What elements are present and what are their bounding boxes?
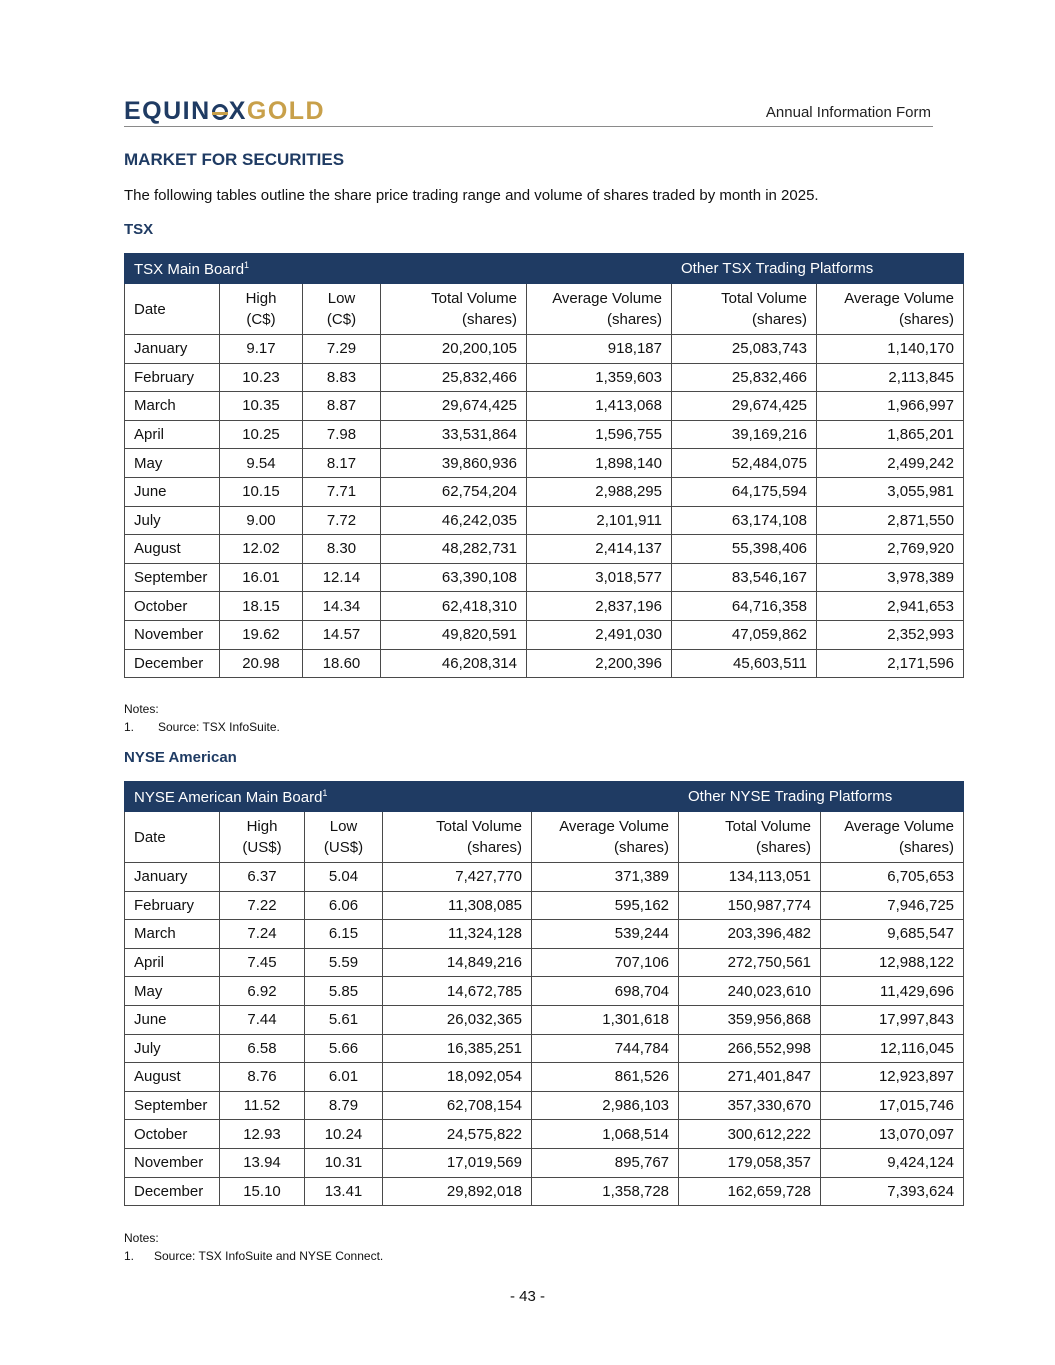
nyse-column-header: Average Volume (shares) xyxy=(821,812,964,863)
table-cell: 2,769,920 xyxy=(817,535,964,564)
tsx-column-header: Low (C$) xyxy=(303,284,381,335)
table-row xyxy=(125,1005,964,1034)
table-cell: 2,837,196 xyxy=(527,592,672,621)
table-cell: 6.01 xyxy=(305,1063,383,1092)
table-cell: February xyxy=(125,363,220,392)
table-cell: 12.93 xyxy=(220,1120,305,1149)
table-cell: 12.14 xyxy=(303,563,381,592)
table-cell: 29,674,425 xyxy=(672,392,817,421)
table-cell: 698,704 xyxy=(532,977,679,1006)
table-cell: 47,059,862 xyxy=(672,620,817,649)
table-cell: 7.24 xyxy=(220,920,305,949)
table-cell: 359,956,868 xyxy=(679,1005,821,1034)
table-cell: 8.30 xyxy=(303,535,381,564)
table-cell: 539,244 xyxy=(532,920,679,949)
footnote-marker: 1 xyxy=(244,259,250,270)
tsx-column-header: High (C$) xyxy=(220,284,303,335)
table-cell: 12,116,045 xyxy=(821,1034,964,1063)
tsx-main-board-header: TSX Main Board$^1$ xyxy=(125,254,672,284)
table-cell: November xyxy=(125,620,220,649)
footnote-marker: 1 xyxy=(322,787,328,798)
table-cell: 12,923,897 xyxy=(821,1063,964,1092)
tsx-table xyxy=(124,253,964,678)
table-row xyxy=(125,920,964,949)
table-cell: 52,484,075 xyxy=(672,449,817,478)
table-cell: 46,242,035 xyxy=(381,506,527,535)
table-cell: 1,966,997 xyxy=(817,392,964,421)
table-cell: 1,898,140 xyxy=(527,449,672,478)
table-cell: January xyxy=(125,863,220,892)
table-cell: 62,418,310 xyxy=(381,592,527,621)
table-cell: 1,068,514 xyxy=(532,1120,679,1149)
table-cell: 744,784 xyxy=(532,1034,679,1063)
table-cell: 3,978,389 xyxy=(817,563,964,592)
table-row xyxy=(125,1091,964,1120)
table-row xyxy=(125,563,964,592)
table-cell: 2,171,596 xyxy=(817,649,964,678)
table-cell: 2,101,911 xyxy=(527,506,672,535)
table-cell: May xyxy=(125,977,220,1006)
table-cell: 14.57 xyxy=(303,620,381,649)
logo-text-gold: GOLD xyxy=(246,97,326,125)
table-cell: 13.94 xyxy=(220,1148,305,1177)
table-cell: 63,390,108 xyxy=(381,563,527,592)
table-row xyxy=(125,948,964,977)
nyse-column-header: Total Volume (shares) xyxy=(679,812,821,863)
table-cell: 14,672,785 xyxy=(383,977,532,1006)
table-cell: 2,414,137 xyxy=(527,535,672,564)
table-cell: 16,385,251 xyxy=(383,1034,532,1063)
table-cell: 9,424,124 xyxy=(821,1148,964,1177)
table-cell: October xyxy=(125,592,220,621)
nyse-group-header-row xyxy=(125,782,964,812)
table-cell: 9.00 xyxy=(220,506,303,535)
table-cell: 18.60 xyxy=(303,649,381,678)
table-cell: August xyxy=(125,1063,220,1092)
table-cell: 14,849,216 xyxy=(383,948,532,977)
table-cell: June xyxy=(125,1005,220,1034)
tsx-column-header: Date xyxy=(125,284,220,335)
table-cell: June xyxy=(125,477,220,506)
table-cell: 39,860,936 xyxy=(381,449,527,478)
table-row xyxy=(125,863,964,892)
nyse-notes xyxy=(124,1229,383,1265)
table-cell: 7.22 xyxy=(220,891,305,920)
tsx-column-header: Total Volume (shares) xyxy=(381,284,527,335)
table-cell: 19.62 xyxy=(220,620,303,649)
table-cell: 10.24 xyxy=(305,1120,383,1149)
table-cell: 11,324,128 xyxy=(383,920,532,949)
table-cell: 15.10 xyxy=(220,1177,305,1206)
table-cell: 14.34 xyxy=(303,592,381,621)
table-cell: July xyxy=(125,506,220,535)
table-cell: 3,018,577 xyxy=(527,563,672,592)
table-cell: 272,750,561 xyxy=(679,948,821,977)
tsx-column-header-row xyxy=(125,284,964,335)
nyse-main-board-header: NYSE American Main Board$^1$ xyxy=(125,782,679,812)
table-cell: 2,988,295 xyxy=(527,477,672,506)
table-cell: April xyxy=(125,948,220,977)
table-cell: 17,997,843 xyxy=(821,1005,964,1034)
nyse-column-header: High (US$) xyxy=(220,812,305,863)
table-cell: 10.15 xyxy=(220,477,303,506)
table-cell: 7.72 xyxy=(303,506,381,535)
table-cell: 3,055,981 xyxy=(817,477,964,506)
table-row xyxy=(125,477,964,506)
table-cell: 11.52 xyxy=(220,1091,305,1120)
table-row xyxy=(125,392,964,421)
table-cell: 203,396,482 xyxy=(679,920,821,949)
table-cell: 2,499,242 xyxy=(817,449,964,478)
table-cell: 83,546,167 xyxy=(672,563,817,592)
table-cell: 7.29 xyxy=(303,335,381,364)
nyse-column-header: Low (US$) xyxy=(305,812,383,863)
table-cell: 29,892,018 xyxy=(383,1177,532,1206)
table-row xyxy=(125,977,964,1006)
equinox-gold-logo xyxy=(124,98,325,124)
table-cell: 17,015,746 xyxy=(821,1091,964,1120)
nyse-other-platforms-header: Other NYSE Trading Platforms xyxy=(679,782,964,812)
logo-text-equin: EQUIN xyxy=(124,97,211,125)
table-cell: 266,552,998 xyxy=(679,1034,821,1063)
table-cell: 48,282,731 xyxy=(381,535,527,564)
page-header xyxy=(124,96,933,127)
table-cell: 64,175,594 xyxy=(672,477,817,506)
page-number: - 43 - xyxy=(509,1288,545,1305)
tsx-column-header: Average Volume (shares) xyxy=(527,284,672,335)
table-cell: 29,674,425 xyxy=(381,392,527,421)
table-cell: 10.35 xyxy=(220,392,303,421)
table-cell: 2,113,845 xyxy=(817,363,964,392)
logo-o-icon xyxy=(212,104,228,120)
table-cell: 24,575,822 xyxy=(383,1120,532,1149)
table-cell: 62,754,204 xyxy=(381,477,527,506)
nyse-column-header: Date xyxy=(125,812,220,863)
table-cell: 918,187 xyxy=(527,335,672,364)
table-cell: 11,429,696 xyxy=(821,977,964,1006)
table-cell: 12,988,122 xyxy=(821,948,964,977)
table-cell: 1,140,170 xyxy=(817,335,964,364)
nyse-note-1: 1. Source: TSX InfoSuite and NYSE Connect. xyxy=(124,1249,384,1263)
table-row xyxy=(125,363,964,392)
table-row xyxy=(125,1148,964,1177)
table-cell: 2,871,550 xyxy=(817,506,964,535)
table-cell: May xyxy=(125,449,220,478)
table-cell: 55,398,406 xyxy=(672,535,817,564)
table-cell: 6.58 xyxy=(220,1034,305,1063)
table-cell: 18,092,054 xyxy=(383,1063,532,1092)
table-cell: 8.87 xyxy=(303,392,381,421)
table-cell: 5.61 xyxy=(305,1005,383,1034)
table-cell: 7,946,725 xyxy=(821,891,964,920)
table-cell: 12.02 xyxy=(220,535,303,564)
table-cell: 63,174,108 xyxy=(672,506,817,535)
table-cell: 7.45 xyxy=(220,948,305,977)
table-cell: 6.15 xyxy=(305,920,383,949)
table-cell: 2,491,030 xyxy=(527,620,672,649)
nyse-subtitle: NYSE American xyxy=(124,749,237,766)
table-cell: 25,832,466 xyxy=(672,363,817,392)
table-cell: 16.01 xyxy=(220,563,303,592)
table-cell: 179,058,357 xyxy=(679,1148,821,1177)
table-cell: 10.31 xyxy=(305,1148,383,1177)
table-cell: 33,531,864 xyxy=(381,420,527,449)
nyse-notes-label: Notes: xyxy=(124,1231,159,1245)
tsx-column-header: Average Volume (shares) xyxy=(817,284,964,335)
table-cell: 8.76 xyxy=(220,1063,305,1092)
table-row xyxy=(125,535,964,564)
table-cell: 1,413,068 xyxy=(527,392,672,421)
table-cell: 6,705,653 xyxy=(821,863,964,892)
table-cell: 5.85 xyxy=(305,977,383,1006)
table-cell: August xyxy=(125,535,220,564)
table-cell: 150,987,774 xyxy=(679,891,821,920)
table-cell: March xyxy=(125,392,220,421)
table-cell: 1,596,755 xyxy=(527,420,672,449)
table-row xyxy=(125,592,964,621)
table-cell: 595,162 xyxy=(532,891,679,920)
table-row xyxy=(125,449,964,478)
table-cell: 11,308,085 xyxy=(383,891,532,920)
table-cell: 371,389 xyxy=(532,863,679,892)
table-cell: 9.17 xyxy=(220,335,303,364)
table-row xyxy=(125,1120,964,1149)
table-cell: 64,716,358 xyxy=(672,592,817,621)
table-row xyxy=(125,620,964,649)
table-cell: 5.66 xyxy=(305,1034,383,1063)
nyse-table xyxy=(124,781,964,1206)
document-title: Annual Information Form xyxy=(765,104,931,121)
table-cell: 1,359,603 xyxy=(527,363,672,392)
table-cell: December xyxy=(125,1177,220,1206)
table-cell: 39,169,216 xyxy=(672,420,817,449)
table-cell: April xyxy=(125,420,220,449)
table-cell: 7,427,770 xyxy=(383,863,532,892)
table-cell: July xyxy=(125,1034,220,1063)
table-cell: 8.17 xyxy=(303,449,381,478)
tsx-subtitle: TSX xyxy=(124,221,154,238)
table-cell: 2,352,993 xyxy=(817,620,964,649)
table-cell: 17,019,569 xyxy=(383,1148,532,1177)
table-cell: 7.98 xyxy=(303,420,381,449)
table-cell: 13,070,097 xyxy=(821,1120,964,1149)
table-cell: 5.59 xyxy=(305,948,383,977)
tsx-column-header: Total Volume (shares) xyxy=(672,284,817,335)
table-cell: 20,200,105 xyxy=(381,335,527,364)
table-cell: 10.23 xyxy=(220,363,303,392)
table-cell: October xyxy=(125,1120,220,1149)
table-cell: 8.79 xyxy=(305,1091,383,1120)
table-cell: 1,865,201 xyxy=(817,420,964,449)
table-cell: 1,358,728 xyxy=(532,1177,679,1206)
table-cell: 25,832,466 xyxy=(381,363,527,392)
table-cell: 1,301,618 xyxy=(532,1005,679,1034)
table-cell: November xyxy=(125,1148,220,1177)
table-cell: 6.92 xyxy=(220,977,305,1006)
table-cell: 300,612,222 xyxy=(679,1120,821,1149)
table-cell: 9,685,547 xyxy=(821,920,964,949)
table-cell: 5.04 xyxy=(305,863,383,892)
table-cell: 134,113,051 xyxy=(679,863,821,892)
table-cell: 45,603,511 xyxy=(672,649,817,678)
table-cell: 18.15 xyxy=(220,592,303,621)
logo-text-x: X xyxy=(228,97,247,125)
table-cell: 26,032,365 xyxy=(383,1005,532,1034)
table-cell: 8.83 xyxy=(303,363,381,392)
table-cell: 6.06 xyxy=(305,891,383,920)
table-cell: 861,526 xyxy=(532,1063,679,1092)
table-cell: March xyxy=(125,920,220,949)
tsx-group-header-row xyxy=(125,254,964,284)
table-cell: 62,708,154 xyxy=(383,1091,532,1120)
table-cell: 895,767 xyxy=(532,1148,679,1177)
table-cell: 13.41 xyxy=(305,1177,383,1206)
intro-paragraph: The following tables outline the share price trading range and volume of shares traded by month in 2025. xyxy=(124,187,819,204)
table-cell: 10.25 xyxy=(220,420,303,449)
table-cell: 6.37 xyxy=(220,863,305,892)
table-cell: 7.44 xyxy=(220,1005,305,1034)
table-cell: 240,023,610 xyxy=(679,977,821,1006)
tsx-other-platforms-header: Other TSX Trading Platforms xyxy=(672,254,964,284)
tsx-notes-label: Notes: xyxy=(124,702,159,716)
table-cell: January xyxy=(125,335,220,364)
nyse-column-header: Total Volume (shares) xyxy=(383,812,532,863)
table-row xyxy=(125,506,964,535)
table-cell: 271,401,847 xyxy=(679,1063,821,1092)
tsx-notes xyxy=(124,700,280,736)
section-title: MARKET FOR SECURITIES xyxy=(124,150,345,169)
table-row xyxy=(125,335,964,364)
table-cell: 25,083,743 xyxy=(672,335,817,364)
table-cell: 2,200,396 xyxy=(527,649,672,678)
nyse-column-header-row xyxy=(125,812,964,863)
table-cell: February xyxy=(125,891,220,920)
table-cell: 357,330,670 xyxy=(679,1091,821,1120)
table-cell: 49,820,591 xyxy=(381,620,527,649)
table-cell: 9.54 xyxy=(220,449,303,478)
table-cell: September xyxy=(125,1091,220,1120)
table-cell: 2,986,103 xyxy=(532,1091,679,1120)
table-cell: September xyxy=(125,563,220,592)
table-cell: 7,393,624 xyxy=(821,1177,964,1206)
table-row xyxy=(125,1063,964,1092)
table-row xyxy=(125,1177,964,1206)
table-cell: 162,659,728 xyxy=(679,1177,821,1206)
nyse-column-header: Average Volume (shares) xyxy=(532,812,679,863)
table-cell: 2,941,653 xyxy=(817,592,964,621)
table-cell: 20.98 xyxy=(220,649,303,678)
table-row xyxy=(125,891,964,920)
table-cell: December xyxy=(125,649,220,678)
table-row xyxy=(125,649,964,678)
table-cell: 707,106 xyxy=(532,948,679,977)
table-cell: 7.71 xyxy=(303,477,381,506)
table-row xyxy=(125,420,964,449)
table-cell: 46,208,314 xyxy=(381,649,527,678)
tsx-note-1: 1. Source: TSX InfoSuite. xyxy=(124,720,280,734)
table-row xyxy=(125,1034,964,1063)
